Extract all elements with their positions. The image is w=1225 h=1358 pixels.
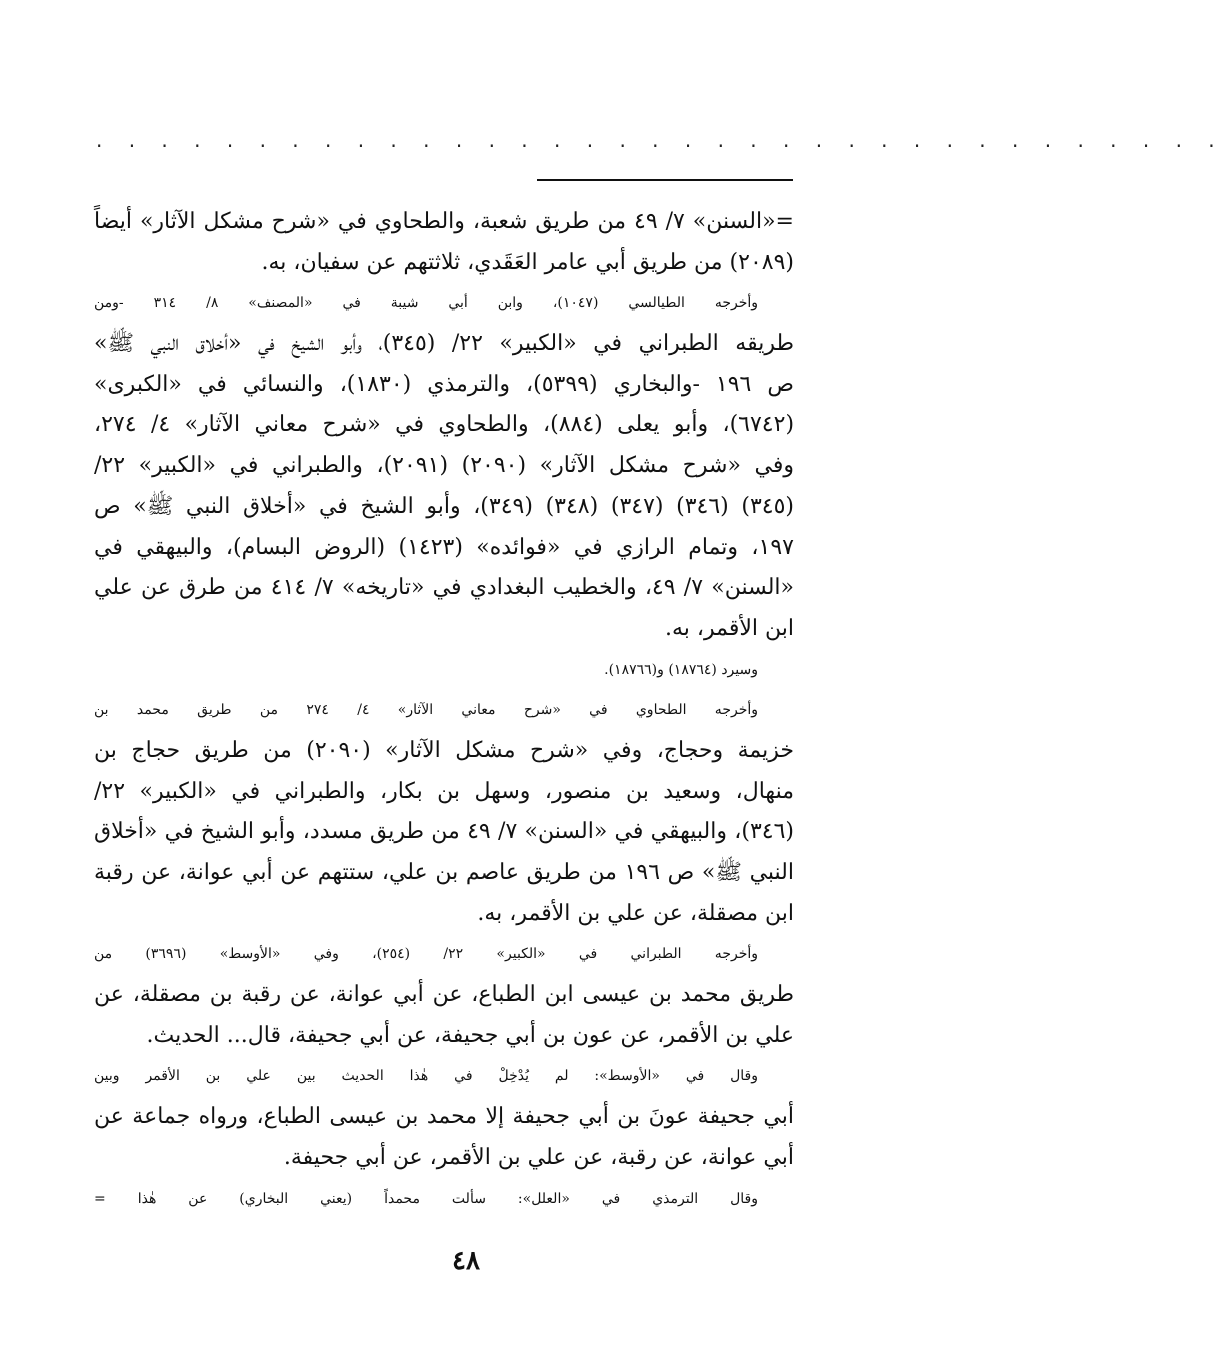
text-line: (٣٤٦)، والبيهقي في «السنن» ٧/ ٤٩ من طريق مسدد، وأبو الشيخ في «أخلاق (94, 819, 794, 845)
text-line: وأخرجه الطبراني في «الكبير» ٢٢/ (٢٥٤)، وفي «الأوسط» (٣٦٩٦) من (94, 946, 759, 963)
text-line: ص ١٩٦ -والبخاري (٥٣٩٩)، والترمذي (١٨٣٠)، والنسائي في «الكبرى» (94, 371, 794, 397)
text-line: وفي «شرح مشكل الآثار» (٢٠٩٠) (٢٠٩١)، والطبراني في «الكبير» ٢٢/ (94, 453, 794, 479)
text-line: ١٩٧، وتمام الرازي في «فوائده» (١٤٢٣) (الروض البسام)، والبيهقي في (94, 534, 794, 560)
text-line: وأخرجه الطيالسي (١٠٤٧)، وابن أبي شيبة في «المصنف» ٨/ ٣١٤ -ومن (94, 295, 759, 312)
text-line: أبي جحيفة عونَ بن أبي جحيفة إلا محمد بن عيسى الطباع، ورواه جماعة عن (94, 1104, 794, 1130)
page-number: ٤٨ (452, 1246, 480, 1276)
text-line: وقال الترمذي في «العلل»: سألت محمداً (يعني البخاري) عن هٰذا = (94, 1190, 758, 1207)
text-line: (٢٠٨٩) من طريق أبي عامر العَقَدي، ثلاثتهم عن سفيان، به. (261, 249, 794, 275)
text-line: منهال، وسعيد بن منصور، وسهل بن بكار، والطبراني في «الكبير» ٢٢/ (94, 778, 794, 804)
text-line: وقال في «الأوسط»: لم يُدْخِلْ في هٰذا الحديث بين علي بن الأقمر وبين (94, 1068, 758, 1085)
text-line: وأخرجه الطحاوي في «شرح معاني الآثار» ٤/ ٢٧٤ من طريق محمد بن (94, 702, 758, 719)
text-line: خزيمة وحجاج، وفي «شرح مشكل الآثار» (٢٠٩٠) من طريق حجاج بن (94, 737, 794, 763)
footnote-rule (537, 179, 793, 181)
footnote-text (94, 202, 794, 1219)
text-line: طريقه الطبراني في «الكبير» ٢٢/ (٣٤٥)، وأبو الشيخ في «أخلاق النبي ﷺ» (94, 331, 794, 357)
text-line: =«السنن» ٧/ ٤٩ من طريق شعبة، والطحاوي في «شرح مشكل الآثار» أيضاً (94, 209, 794, 234)
text-line: النبي ﷺ» ص ١٩٦ من طريق عاصم بن علي، ستتهم عن أبي عوانة، عن رقبة (94, 860, 794, 885)
text-line: طريق محمد بن عيسى ابن الطباع، عن أبي عوانة، عن رقبة بن مصقلة، عن (94, 982, 794, 1008)
text-line: ابن مصقلة، عن علي بن الأقمر، به. (477, 900, 794, 926)
text-line: ابن الأقمر، به. (664, 615, 794, 641)
dotted-separator: . . . . . . . . . . . . . . . . . . . . . . . . . . . . . . . . . . . (96, 128, 1225, 152)
text-line: (٦٧٤٢)، وأبو يعلى (٨٨٤)، والطحاوي في «شرح معاني الآثار» ٤/ ٢٧٤، (94, 412, 795, 438)
text-line: (٣٤٥) (٣٤٦) (٣٤٧) (٣٤٨) (٣٤٩)، وأبو الشيخ في «أخلاق النبي ﷺ» ص (94, 493, 795, 519)
text-line: «السنن» ٧/ ٤٩، والخطيب البغدادي في «تاريخه» ٧/ ٤١٤ من طرق عن علي (94, 575, 795, 601)
text-line: وسيرد (١٨٧٦٤) و(١٨٧٦٦). (604, 661, 758, 678)
text-line: أبي عوانة، عن رقبة، عن علي بن الأقمر، عن أبي جحيفة. (283, 1144, 794, 1170)
text-line: علي بن الأقمر، عن عون بن أبي جحيفة، عن أبي جحيفة، قال... الحديث. (146, 1022, 794, 1048)
